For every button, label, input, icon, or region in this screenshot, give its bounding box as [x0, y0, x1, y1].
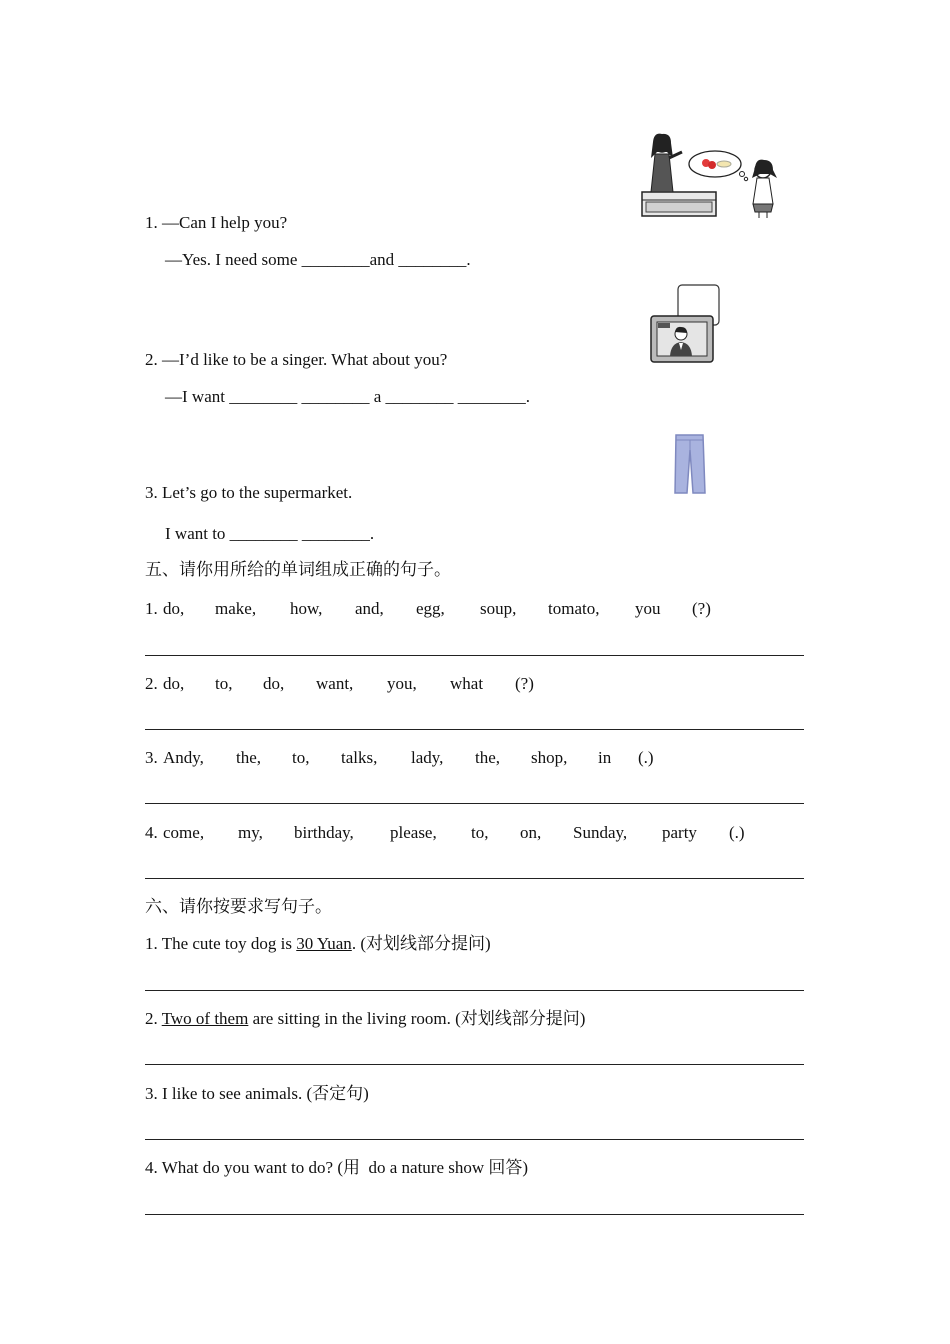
word: (?)	[692, 599, 711, 618]
word: come,	[163, 823, 205, 842]
word: lady,	[411, 748, 444, 767]
item-number: 1.	[145, 599, 158, 618]
word: you,	[387, 674, 417, 693]
section5-heading: 五、请你用所给的单词组成正确的句子。	[145, 560, 451, 579]
word: Sunday,	[573, 823, 628, 842]
q-text: . (对划线部分提问)	[351, 934, 491, 953]
s5-item-3	[145, 747, 654, 769]
q4-2-question: 2. —I’d like to be a singer. What about you?	[145, 350, 448, 369]
section6-heading: 六、请你按要求写句子。	[145, 897, 332, 916]
answer-line[interactable]	[145, 1214, 804, 1215]
trousers-illustration	[672, 432, 708, 496]
word: party	[662, 823, 697, 842]
word: (?)	[515, 674, 534, 693]
answer-line[interactable]	[145, 729, 804, 730]
q4-2-answer-blank[interactable]: —I want ________ ________ a ________ ________.	[165, 387, 531, 406]
word: shop,	[531, 748, 568, 767]
word: how,	[290, 599, 323, 618]
q-text: 1. The cute toy dog is	[145, 934, 297, 953]
word: do,	[163, 674, 185, 693]
q4-1-question: 1. —Can I help you?	[145, 213, 288, 232]
answer-line[interactable]	[145, 803, 804, 804]
q-text: 2.	[145, 1009, 162, 1028]
answer-line[interactable]	[145, 1064, 804, 1065]
word: and,	[355, 599, 384, 618]
s5-item-1	[145, 598, 711, 620]
underlined-part: Two of them	[161, 1009, 249, 1028]
s6-question-2	[145, 1008, 585, 1030]
underlined-part: 30 Yuan	[296, 934, 352, 953]
word: to,	[471, 823, 489, 842]
word: (.)	[638, 748, 654, 767]
s6-question-3: 3. I like to see animals. (否定句)	[145, 1084, 369, 1103]
s5-item-2	[145, 673, 534, 695]
word: (.)	[729, 823, 745, 842]
s5-item-4	[145, 822, 745, 844]
word: want,	[316, 674, 354, 693]
word: birthday,	[294, 823, 354, 842]
word: Andy,	[163, 748, 204, 767]
word: in	[598, 748, 612, 767]
word: the,	[475, 748, 501, 767]
answer-line[interactable]	[145, 878, 804, 879]
answer-line[interactable]	[145, 655, 804, 656]
word: do,	[263, 674, 285, 693]
word: please,	[390, 823, 437, 842]
item-number: 4.	[145, 823, 158, 842]
tv-speech-bubble-illustration	[648, 282, 724, 366]
answer-line[interactable]	[145, 1139, 804, 1140]
word: make,	[215, 599, 257, 618]
q-text: are sitting in the living room. (对划线部分提问)	[248, 1009, 586, 1028]
answer-line[interactable]	[145, 990, 804, 991]
word: the,	[236, 748, 262, 767]
word: to,	[215, 674, 233, 693]
q4-3-answer-blank[interactable]: I want to ________ ________.	[165, 524, 375, 543]
word: do,	[163, 599, 185, 618]
s6-question-1	[145, 933, 491, 955]
word: egg,	[416, 599, 445, 618]
word: my,	[238, 823, 263, 842]
q4-3-question: 3. Let’s go to the supermarket.	[145, 483, 353, 502]
word: talks,	[341, 748, 378, 767]
word: tomato,	[548, 599, 600, 618]
item-number: 2.	[145, 674, 158, 693]
word: you	[635, 599, 661, 618]
word: to,	[292, 748, 310, 767]
s6-question-4: 4. What do you want to do? (用 do a nature show 回答)	[145, 1158, 529, 1177]
word: what	[450, 674, 484, 693]
shop-scene-illustration	[640, 130, 780, 220]
q4-1-answer-blank[interactable]: —Yes. I need some ________and ________.	[165, 250, 471, 269]
word: soup,	[480, 599, 517, 618]
item-number: 3.	[145, 748, 158, 767]
word: on,	[520, 823, 542, 842]
